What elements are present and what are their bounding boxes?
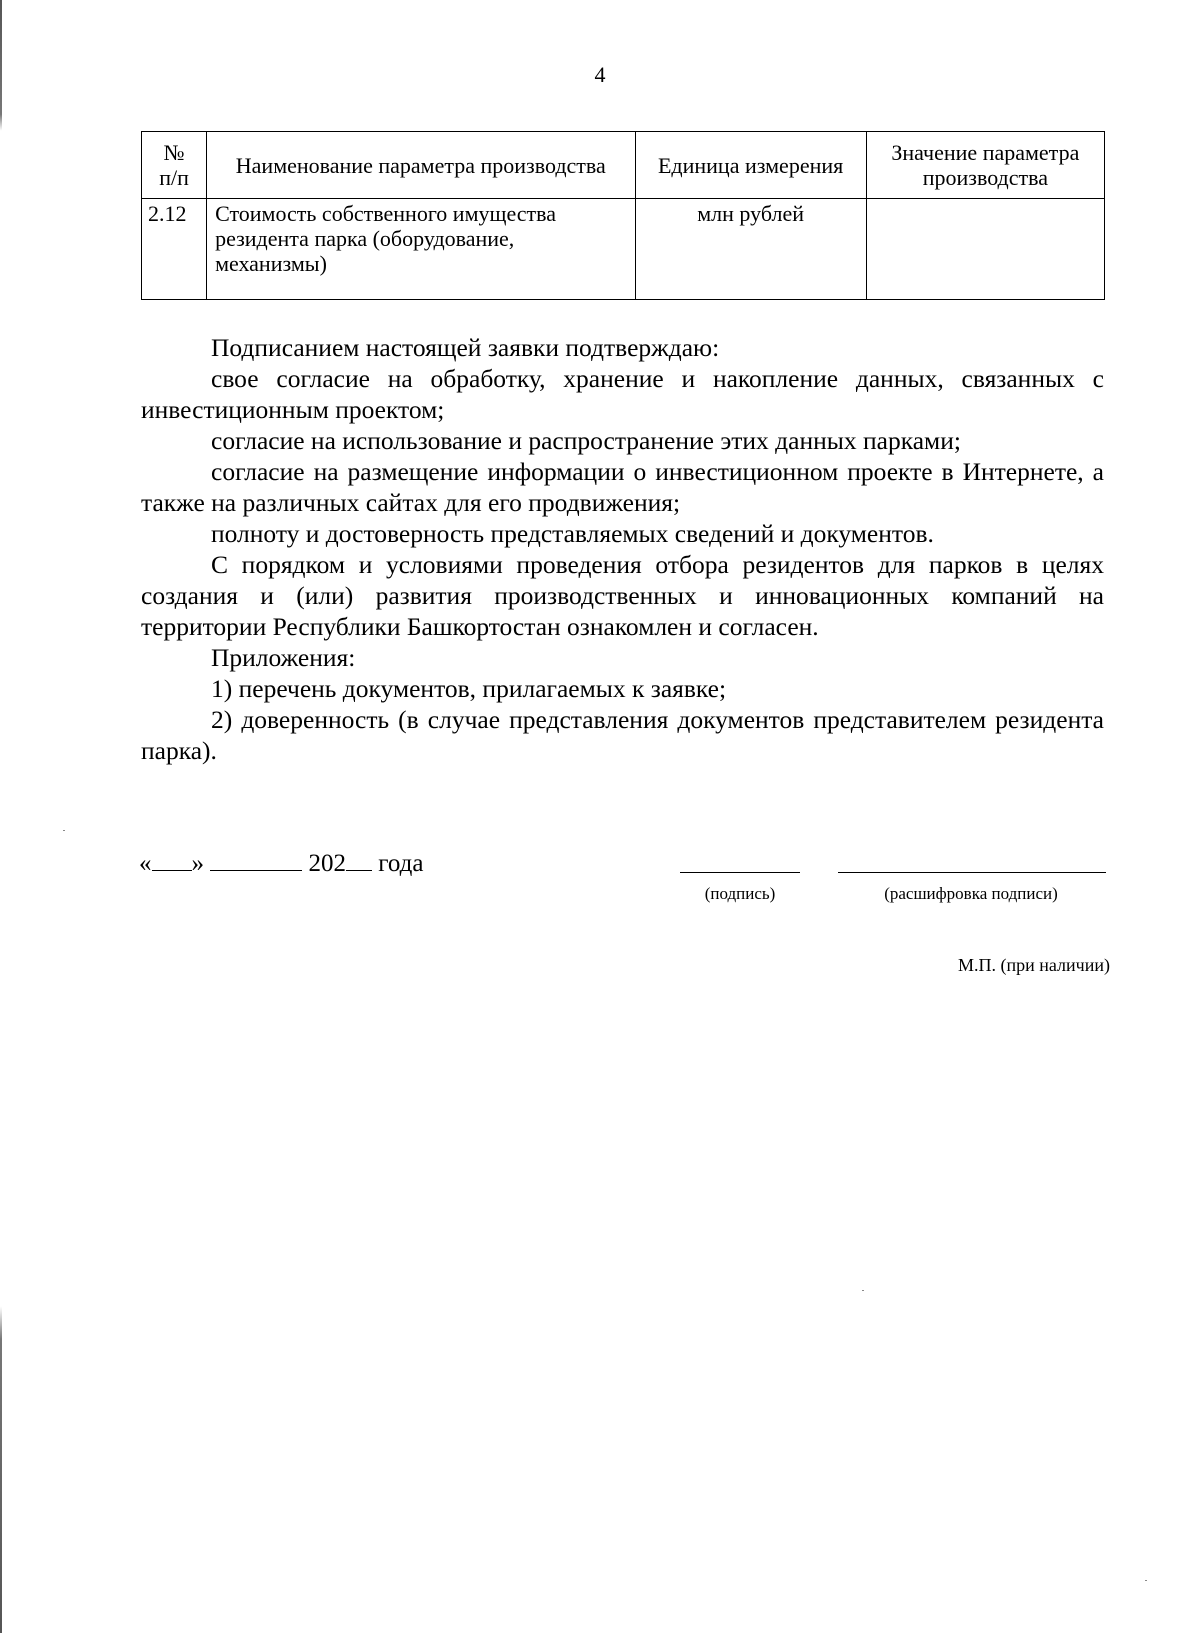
signature-caption: (подпись) <box>704 884 776 903</box>
signature-decoding-caption: (расшифровка подписи) <box>884 884 1058 903</box>
paragraph-attachment-2: 2) доверенность (в случае представления документов представителем резидента парка). <box>141 705 1104 765</box>
month-blank <box>210 848 302 871</box>
signature-decoding-line <box>838 872 1106 873</box>
scan-edge <box>0 0 2 1633</box>
paragraph-procedure-agreement: С порядком и условиями проведения отбора резидентов для парков в целях создания и (или) развития производственных и инновационных компаний на территории Республики Башкортостан ознакомлен и согласен. <box>141 550 1104 641</box>
header-unit-label: Единица измерения <box>657 152 844 178</box>
stamp-note: М.П. (при наличии) <box>958 955 1110 975</box>
header-value-label: Значение параметра производства <box>891 140 1080 190</box>
header-parameter-name-label: Наименование параметра производства <box>235 152 606 178</box>
header-number <box>142 132 207 199</box>
confirmation-text <box>141 332 1104 766</box>
paragraph-accuracy: полноту и достоверность представляемых сведений и документов. <box>211 519 934 548</box>
parameters-table <box>141 131 1105 300</box>
year-prefix: 202 <box>308 850 346 877</box>
row-number-cell: 2.12 <box>142 199 207 300</box>
scan-speck <box>862 1290 864 1291</box>
table-row <box>142 199 1105 300</box>
paragraph-attachment-1: 1) перечень документов, прилагаемых к заявке; <box>211 674 727 703</box>
paragraph-usage-consent: согласие на использование и распространение этих данных парками; <box>211 426 961 455</box>
paragraph-publication-consent: согласие на размещение информации о инвестиционном проекте в Интернете, а также на различных сайтах для его продвижения; <box>141 457 1104 517</box>
year-blank <box>346 848 372 871</box>
row-value-cell <box>866 199 1104 300</box>
header-parameter-name <box>207 132 635 199</box>
paragraph-attachments-heading: Приложения: <box>211 643 356 672</box>
date-field <box>139 848 423 878</box>
year-word: года <box>378 850 424 877</box>
paragraph-intro: Подписанием настоящей заявки подтверждаю: <box>211 333 720 362</box>
header-value <box>866 132 1104 199</box>
date-close-quote: » <box>191 850 204 877</box>
row-unit-cell: млн рублей <box>635 199 866 300</box>
signature-line <box>680 872 800 873</box>
header-number-label: № п/п <box>159 140 189 190</box>
date-open-quote: « <box>139 850 152 877</box>
paragraph-data-consent: свое согласие на обработку, хранение и накопление данных, связанных с инвестиционным проектом; <box>141 364 1104 424</box>
page-number: 4 <box>594 62 606 87</box>
scan-speck <box>63 830 65 831</box>
day-blank <box>152 848 192 871</box>
scan-speck <box>1145 1580 1147 1581</box>
header-unit <box>635 132 866 199</box>
table-header-row <box>142 132 1105 199</box>
row-name-cell: Стоимость собственного имущества резидента парка (оборудование, механизмы) <box>207 199 635 300</box>
